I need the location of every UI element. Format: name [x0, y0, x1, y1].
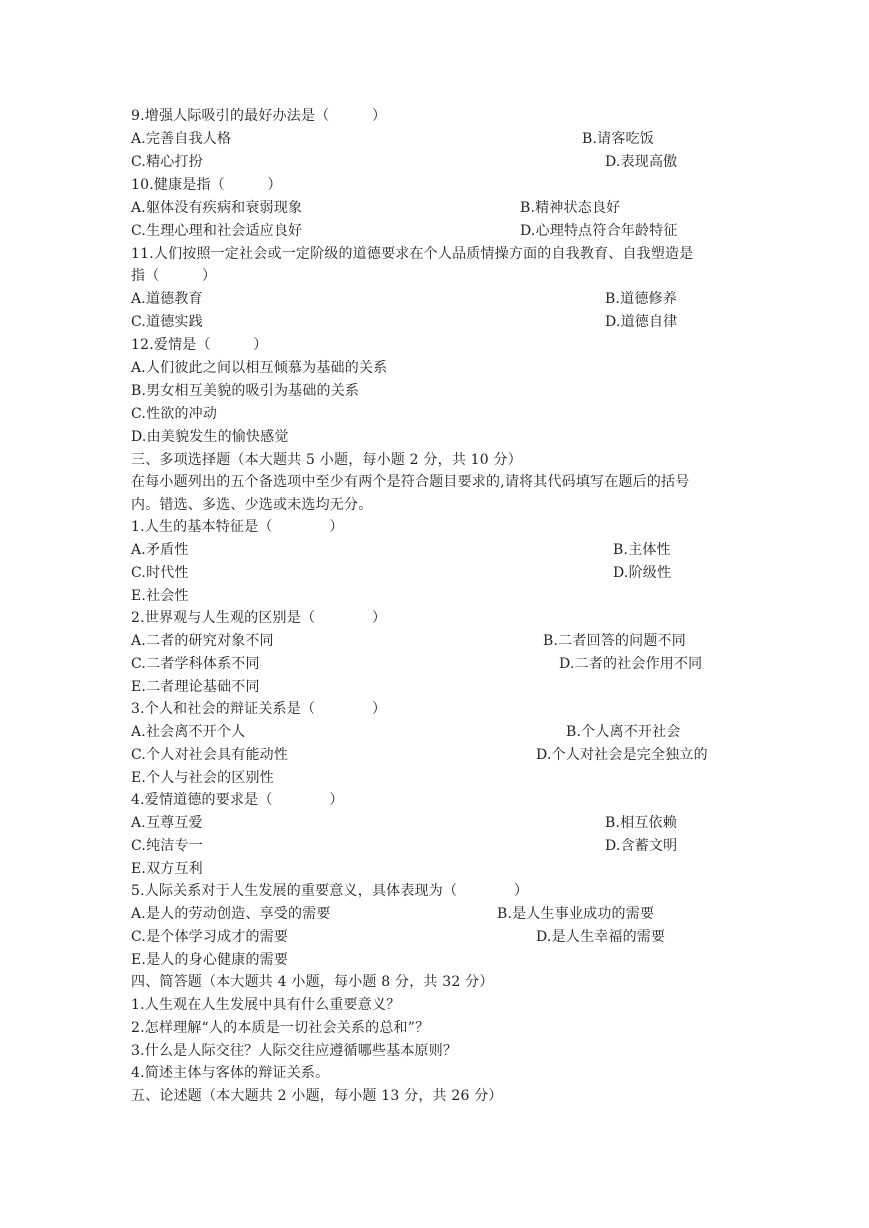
option-11c: C.道德实践 — [131, 314, 203, 330]
mc-option-5d: D.是人生幸福的需要 — [536, 929, 666, 945]
mc-option-5a: A.是人的劳动创造、享受的需要 — [131, 906, 331, 922]
mc-option-2d: D.二者的社会作用不同 — [559, 656, 703, 672]
mc-option-2a: A.二者的研究对象不同 — [131, 633, 274, 649]
mc-option-3c: C.个人对社会具有能动性 — [131, 747, 289, 763]
mc-option-2b: B.二者回答的问题不同 — [543, 633, 686, 649]
mc-option-1c: C.时代性 — [131, 565, 189, 581]
option-9a: A.完善自我人格 — [131, 131, 232, 147]
mc-option-1e: E.社会性 — [131, 588, 189, 604]
option-12b: B.男女相互美貌的吸引为基础的关系 — [131, 383, 360, 399]
mc-option-2c: C.二者学科体系不同 — [131, 656, 260, 672]
mc-option-3e: E.个人与社会的区别性 — [131, 770, 274, 786]
mc-option-1b: B.主体性 — [613, 542, 671, 558]
short-question-3: 3.什么是人际交往？人际交往应遵循哪些基本原则？ — [131, 1043, 458, 1059]
mc-option-4b: B.相互依赖 — [605, 815, 677, 831]
question-12: 12.爱情是（ ） — [131, 337, 268, 353]
mc-question-3: 3.个人和社会的辩证关系是（ ） — [131, 701, 387, 717]
short-question-4: 4.简述主体与客体的辩证关系。 — [131, 1065, 330, 1081]
mc-option-5c: C.是个体学习成才的需要 — [131, 929, 289, 945]
mc-question-5: 5.人际关系对于人生发展的重要意义，具体表现为（ ） — [131, 883, 529, 899]
mc-option-3a: A.社会离不开个人 — [131, 724, 246, 740]
option-10a: A.躯体没有疾病和衰弱现象 — [131, 200, 303, 216]
short-question-1: 1.人生观在人生发展中具有什么重要意义？ — [131, 997, 401, 1013]
section-3-instructions-cont: 内。错选、多选、少选或未选均无分。 — [131, 497, 373, 513]
option-12c: C.性欲的冲动 — [131, 406, 218, 422]
mc-option-1d: D.阶级性 — [613, 565, 672, 581]
option-9c: C.精心打扮 — [131, 154, 203, 170]
mc-option-4a: A.互尊互爱 — [131, 815, 203, 831]
mc-option-4e: E.双方互利 — [131, 861, 203, 877]
mc-option-4d: D.含蓄文明 — [605, 838, 678, 854]
section-4-heading: 四、简答题（本大题共 4 小题，每小题 8 分，共 32 分） — [131, 974, 494, 990]
mc-option-5b: B.是人生事业成功的需要 — [497, 906, 655, 922]
option-9b: B.请客吃饭 — [582, 131, 654, 147]
option-11b: B.道德修养 — [605, 291, 677, 307]
mc-option-1a: A.矛盾性 — [131, 542, 189, 558]
mc-option-4c: C.纯洁专一 — [131, 838, 203, 854]
mc-option-2e: E.二者理论基础不同 — [131, 679, 260, 695]
option-11d: D.道德自律 — [605, 314, 678, 330]
section-3-heading: 三、多项选择题（本大题共 5 小题，每小题 2 分，共 10 分） — [131, 452, 522, 468]
question-10: 10.健康是指（ ） — [131, 177, 282, 193]
mc-option-3d: D.个人对社会是完全独立的 — [536, 747, 708, 763]
option-10d: D.心理特点符合年龄特征 — [520, 223, 678, 239]
section-3-instructions: 在每小题列出的五个备选项中至少有两个是符合题目要求的,请将其代码填写在题后的括号 — [131, 474, 690, 490]
option-12d: D.由美貌发生的愉快感觉 — [131, 429, 289, 445]
option-12a: A.人们彼此之间以相互倾慕为基础的关系 — [131, 360, 388, 376]
question-9: 9.增强人际吸引的最好办法是（ ） — [131, 108, 387, 124]
option-10c: C.生理心理和社会适应良好 — [131, 223, 303, 239]
mc-question-2: 2.世界观与人生观的区别是（ ） — [131, 610, 387, 626]
short-question-2: 2.怎样理解“人的本质是一切社会关系的总和”？ — [131, 1020, 430, 1036]
mc-question-1: 1.人生的基本特征是（ ） — [131, 519, 344, 535]
mc-option-5e: E.是人的身心健康的需要 — [131, 952, 289, 968]
mc-question-4: 4.爱情道德的要求是（ ） — [131, 792, 344, 808]
question-11-cont: 指（ ） — [131, 268, 217, 284]
question-11: 11.人们按照一定社会或一定阶级的道德要求在个人品质情操方面的自我教育、自我塑造是 — [131, 246, 694, 262]
option-11a: A.道德教育 — [131, 291, 203, 307]
section-5-heading: 五、论述题（本大题共 2 小题，每小题 13 分，共 26 分） — [131, 1088, 503, 1104]
option-9d: D.表现高傲 — [605, 154, 678, 170]
mc-option-3b: B.个人离不开社会 — [566, 724, 681, 740]
option-10b: B.精神状态良好 — [520, 200, 621, 216]
